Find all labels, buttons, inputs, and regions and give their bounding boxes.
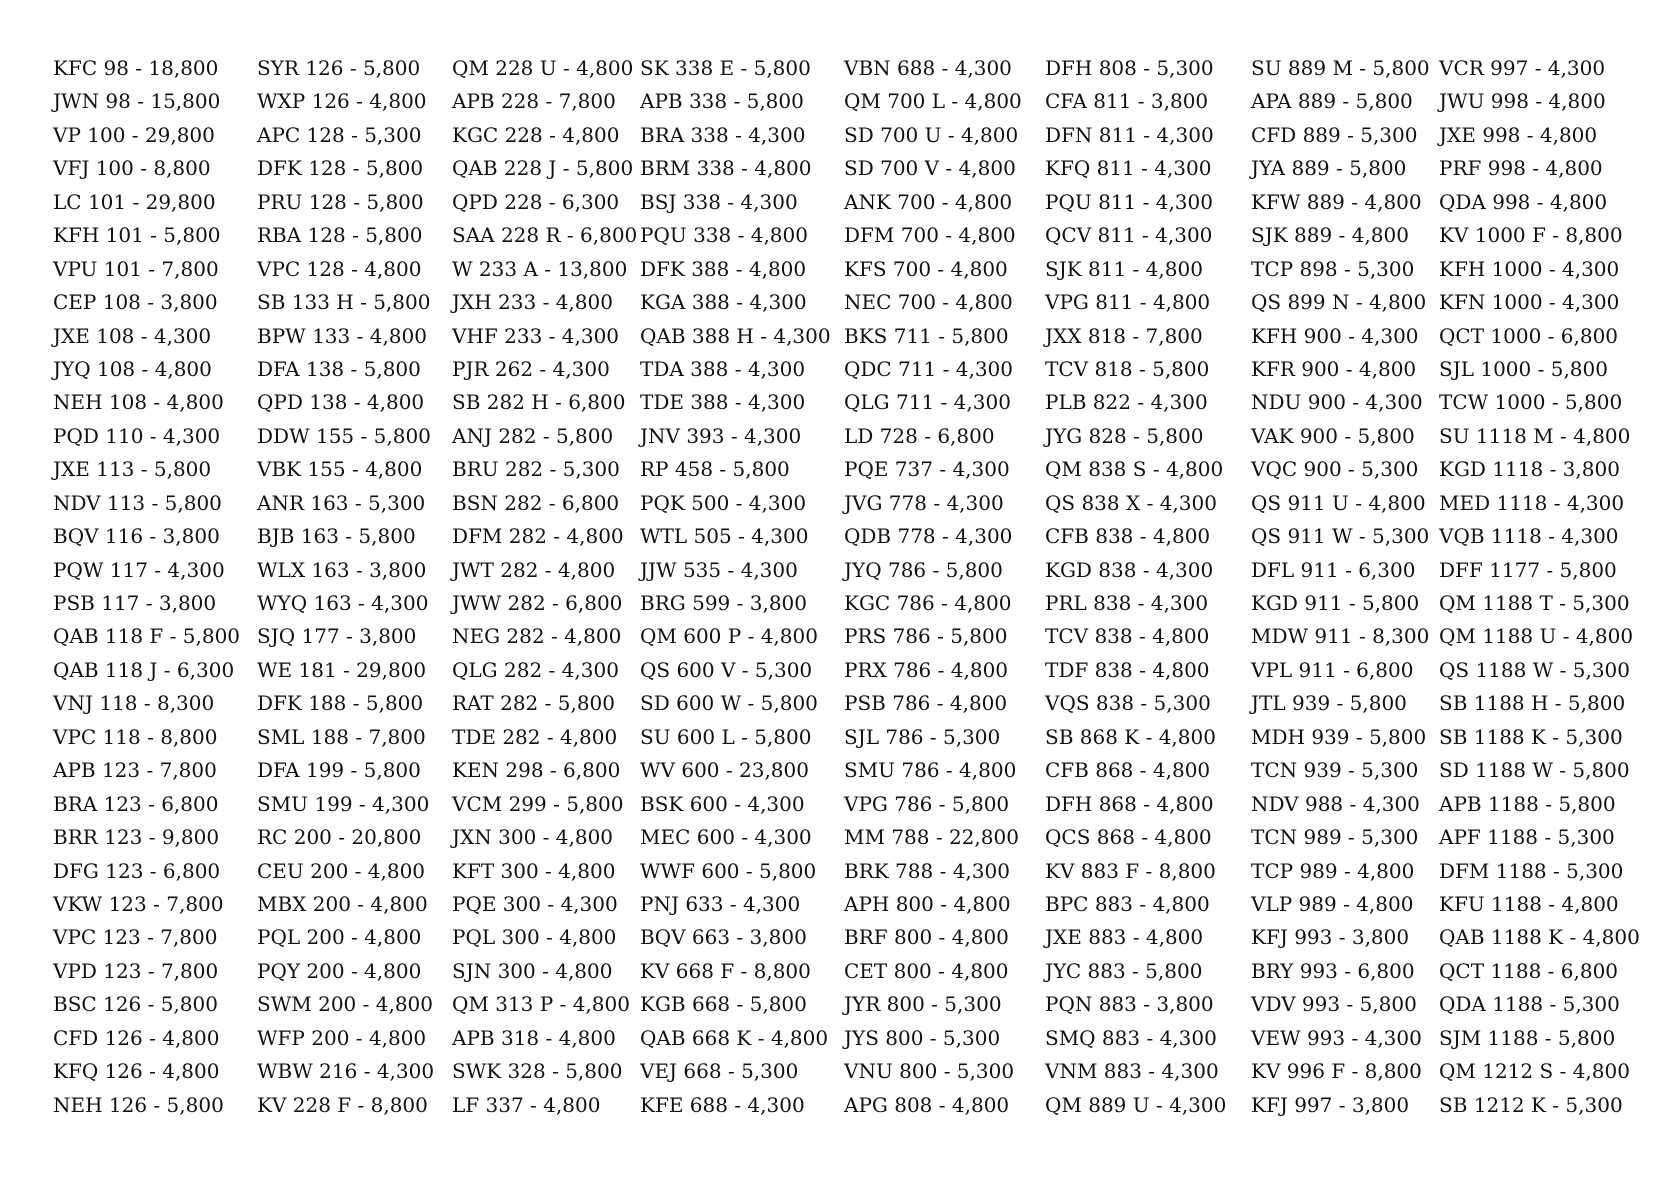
price-entry: MDW 911 - 8,300 — [1251, 624, 1430, 649]
price-entry: SJL 786 - 5,300 — [844, 724, 1001, 749]
price-entry: QDA 998 - 4,800 — [1439, 189, 1608, 214]
price-entry: SU 1118 M - 4,800 — [1439, 423, 1631, 448]
price-entry: JYA 889 - 5,800 — [1251, 156, 1407, 181]
price-entry: KGA 388 - 4,300 — [640, 290, 807, 315]
price-entry: QM 600 P - 4,800 — [640, 624, 818, 649]
price-entry: JYR 800 - 5,300 — [844, 992, 1002, 1017]
price-entry: APB 228 - 7,800 — [452, 89, 616, 114]
price-entry: PLB 822 - 4,300 — [1045, 390, 1208, 415]
price-entry: QS 899 N - 4,800 — [1251, 290, 1427, 315]
price-entry: RAT 282 - 5,800 — [452, 691, 616, 716]
price-entry: QS 838 X - 4,300 — [1045, 490, 1217, 515]
price-entry: APF 1188 - 5,300 — [1439, 825, 1615, 850]
price-entry: KFU 1188 - 4,800 — [1439, 891, 1619, 916]
price-entry: VLP 989 - 4,800 — [1251, 891, 1414, 916]
price-entry: VPC 128 - 4,800 — [257, 256, 422, 281]
price-entry: KV 883 F - 8,800 — [1045, 858, 1216, 883]
price-column-6 — [1045, 52, 1226, 1122]
price-entry: ANR 163 - 5,300 — [257, 490, 426, 515]
price-entry: PJR 262 - 4,300 — [452, 356, 610, 381]
price-entry: APB 123 - 7,800 — [53, 758, 217, 783]
price-entry: VNM 883 - 4,300 — [1045, 1059, 1219, 1084]
price-entry: QM 838 S - 4,800 — [1045, 457, 1224, 482]
price-entry: CEU 200 - 4,800 — [257, 858, 426, 883]
price-entry: TDE 388 - 4,300 — [640, 390, 806, 415]
price-entry: CFB 868 - 4,800 — [1045, 758, 1211, 783]
price-entry: PQU 811 - 4,300 — [1045, 189, 1213, 214]
price-entry: NEC 700 - 4,800 — [844, 290, 1013, 315]
price-entry: KV 996 F - 8,800 — [1251, 1059, 1422, 1084]
price-column-2 — [257, 52, 434, 1122]
price-entry: MED 1118 - 4,300 — [1439, 490, 1625, 515]
price-entry: CFD 889 - 5,300 — [1251, 122, 1418, 147]
price-entry: PQK 500 - 4,300 — [640, 490, 807, 515]
price-entry: DFG 123 - 6,800 — [53, 858, 221, 883]
price-column-8 — [1439, 52, 1640, 1122]
price-entry: KFN 1000 - 4,300 — [1439, 290, 1620, 315]
price-entry: SB 1212 K - 5,300 — [1439, 1092, 1623, 1117]
price-entry: PQE 737 - 4,300 — [844, 457, 1010, 482]
price-entry: PRS 786 - 5,800 — [844, 624, 1008, 649]
price-entry: BQV 116 - 3,800 — [53, 524, 220, 549]
price-entry: TCW 1000 - 5,800 — [1439, 390, 1623, 415]
price-entry: DFM 700 - 4,800 — [844, 223, 1016, 248]
price-entry: QCT 1000 - 6,800 — [1439, 323, 1619, 348]
price-entry: JWT 282 - 4,800 — [452, 557, 616, 582]
price-entry: BRR 123 - 9,800 — [53, 825, 220, 850]
price-entry: SD 700 U - 4,800 — [844, 122, 1019, 147]
price-entry: SD 600 W - 5,800 — [640, 691, 818, 716]
price-entry: BRA 123 - 6,800 — [53, 791, 219, 816]
price-entry: MM 788 - 22,800 — [844, 825, 1019, 850]
price-entry: QS 911 W - 5,300 — [1251, 524, 1430, 549]
price-entry: LD 728 - 6,800 — [844, 423, 995, 448]
price-entry: KV 668 F - 8,800 — [640, 958, 811, 983]
price-entry: BSN 282 - 6,800 — [452, 490, 620, 515]
price-entry: JYQ 108 - 4,800 — [53, 356, 212, 381]
price-entry: CET 800 - 4,800 — [844, 958, 1009, 983]
price-entry: SJM 1188 - 5,800 — [1439, 1025, 1616, 1050]
price-entry: PSB 117 - 3,800 — [53, 591, 217, 615]
price-entry: QM 228 U - 4,800 — [452, 56, 634, 80]
price-entry: QAB 228 J - 5,800 — [452, 156, 634, 181]
price-entry: DFM 1188 - 5,300 — [1439, 858, 1624, 883]
price-entry: JXN 300 - 4,800 — [452, 825, 614, 850]
price-entry: PQL 300 - 4,800 — [452, 925, 617, 950]
price-entry: WLX 163 - 3,800 — [257, 557, 427, 582]
price-entry: WBW 216 - 4,300 — [257, 1059, 435, 1084]
price-entry: QPD 228 - 6,300 — [452, 189, 620, 214]
price-entry: WXP 126 - 4,800 — [257, 89, 427, 114]
price-entry: W 233 A - 13,800 — [452, 256, 628, 281]
price-entry: SMQ 883 - 4,300 — [1045, 1025, 1217, 1050]
price-entry: JYS 800 - 5,300 — [844, 1025, 1001, 1050]
price-entry: KEN 298 - 6,800 — [452, 758, 621, 783]
price-entry: SB 282 H - 6,800 — [452, 390, 626, 415]
price-entry: VPC 118 - 8,800 — [53, 724, 218, 749]
price-entry: QM 1212 S - 4,800 — [1439, 1059, 1630, 1084]
price-entry: SK 338 E - 5,800 — [640, 56, 811, 80]
price-entry: BRG 599 - 3,800 — [640, 591, 807, 615]
price-entry: JYQ 786 - 5,800 — [844, 557, 1003, 582]
price-entry: WV 600 - 23,800 — [640, 758, 809, 783]
price-entry: WTL 505 - 4,300 — [640, 524, 809, 549]
price-entry: KGC 228 - 4,800 — [452, 122, 620, 147]
price-entry: SJK 889 - 4,800 — [1251, 223, 1409, 248]
price-entry: QCS 868 - 4,800 — [1045, 825, 1212, 850]
price-entry: VCR 997 - 4,300 — [1439, 56, 1606, 80]
price-entry: VP 100 - 29,800 — [53, 122, 215, 147]
price-column-1 — [53, 52, 240, 1122]
price-entry: QM 700 L - 4,800 — [844, 89, 1022, 114]
price-entry: JJW 535 - 4,300 — [640, 557, 798, 582]
price-entry: TDE 282 - 4,800 — [452, 724, 618, 749]
price-entry: SWK 328 - 5,800 — [452, 1059, 623, 1084]
price-entry: VPD 123 - 7,800 — [53, 958, 219, 983]
price-entry: RBA 128 - 5,800 — [257, 223, 423, 248]
price-entry: SJL 1000 - 5,800 — [1439, 356, 1608, 381]
price-entry: KGD 1118 - 3,800 — [1439, 457, 1620, 482]
price-entry: QAB 118 F - 5,800 — [53, 624, 241, 649]
price-entry: KFJ 997 - 3,800 — [1251, 1092, 1410, 1117]
price-entry: JVG 778 - 4,300 — [844, 490, 1004, 515]
price-entry: CEP 108 - 3,800 — [53, 290, 218, 315]
price-entry: VBN 688 - 4,300 — [844, 56, 1012, 80]
price-entry: KV 1000 F - 8,800 — [1439, 223, 1623, 248]
price-entry: JXH 233 - 4,800 — [452, 290, 613, 315]
price-entry: VPG 786 - 5,800 — [844, 791, 1010, 816]
price-entry: PQD 110 - 4,300 — [53, 423, 221, 448]
price-entry: SJQ 177 - 3,800 — [257, 624, 417, 649]
price-entry: APB 1188 - 5,800 — [1439, 791, 1616, 816]
price-entry: MBX 200 - 4,800 — [257, 891, 428, 916]
price-entry: TDA 388 - 4,300 — [640, 356, 806, 381]
price-entry: VPL 911 - 6,800 — [1251, 657, 1414, 682]
price-entry: LC 101 - 29,800 — [53, 189, 216, 214]
price-entry: QM 313 P - 4,800 — [452, 992, 630, 1017]
price-entry: DFK 188 - 5,800 — [257, 691, 424, 716]
price-entry: DFH 808 - 5,300 — [1045, 56, 1214, 80]
price-entry: KGD 838 - 4,300 — [1045, 557, 1214, 582]
price-entry: DFN 811 - 4,300 — [1045, 122, 1214, 147]
price-entry: QM 1188 T - 5,300 — [1439, 591, 1630, 615]
price-entry: TCN 989 - 5,300 — [1251, 825, 1419, 850]
price-entry: SAA 228 R - 6,800 — [452, 223, 638, 248]
price-entry: JWW 282 - 6,800 — [452, 591, 623, 615]
price-entry: PQL 200 - 4,800 — [257, 925, 422, 950]
price-column-3 — [452, 52, 637, 1122]
price-entry: JXE 108 - 4,300 — [53, 323, 212, 348]
price-entry: SU 889 M - 5,800 — [1251, 56, 1430, 80]
price-entry: KGD 911 - 5,800 — [1251, 591, 1420, 615]
price-entry: SML 188 - 7,800 — [257, 724, 426, 749]
price-column-5 — [844, 52, 1022, 1122]
price-entry: JXE 113 - 5,800 — [53, 457, 212, 482]
price-entry: TCP 898 - 5,300 — [1251, 256, 1415, 281]
price-entry: PQN 883 - 3,800 — [1045, 992, 1214, 1017]
price-entry: KFR 900 - 4,800 — [1251, 356, 1417, 381]
price-entry: LF 337 - 4,800 — [452, 1092, 601, 1117]
price-entry: BRY 993 - 6,800 — [1251, 958, 1415, 983]
price-entry: KFW 889 - 4,800 — [1251, 189, 1422, 214]
price-entry: QS 600 V - 5,300 — [640, 657, 813, 682]
price-entry: VHF 233 - 4,300 — [452, 323, 620, 348]
price-entry: NEH 108 - 4,800 — [53, 390, 224, 415]
price-entry: BKS 711 - 5,800 — [844, 323, 1009, 348]
price-entry: APB 338 - 5,800 — [640, 89, 804, 114]
price-entry: QPD 138 - 4,800 — [257, 390, 425, 415]
price-entry: DFK 388 - 4,800 — [640, 256, 807, 281]
price-entry: BSK 600 - 4,300 — [640, 791, 805, 816]
price-entry: DFK 128 - 5,800 — [257, 156, 424, 181]
price-entry: ANJ 282 - 5,800 — [452, 423, 614, 448]
price-entry: KFS 700 - 4,800 — [844, 256, 1008, 281]
price-entry: WWF 600 - 5,800 — [640, 858, 817, 883]
price-entry: TCV 818 - 5,800 — [1045, 356, 1210, 381]
price-entry: SB 1188 K - 5,300 — [1439, 724, 1623, 749]
price-entry: APC 128 - 5,300 — [257, 122, 422, 147]
price-entry: SD 1188 W - 5,800 — [1439, 758, 1630, 783]
price-entry: VQC 900 - 5,300 — [1251, 457, 1419, 482]
price-entry: VEW 993 - 4,300 — [1251, 1025, 1422, 1050]
price-entry: BQV 663 - 3,800 — [640, 925, 807, 950]
price-entry: BJB 163 - 5,800 — [257, 524, 416, 549]
price-entry: NDU 900 - 4,300 — [1251, 390, 1423, 415]
price-entry: NDV 988 - 4,300 — [1251, 791, 1420, 816]
price-entry: PQW 117 - 4,300 — [53, 557, 225, 582]
price-entry: SJN 300 - 4,800 — [452, 958, 613, 983]
price-entry: SD 700 V - 4,800 — [844, 156, 1016, 181]
price-entry: QLG 711 - 4,300 — [844, 390, 1011, 415]
price-entry: VCM 299 - 5,800 — [452, 791, 624, 816]
price-entry: DFF 1177 - 5,800 — [1439, 557, 1617, 582]
price-entry: SWM 200 - 4,800 — [257, 992, 433, 1017]
price-entry: KFH 900 - 4,300 — [1251, 323, 1419, 348]
price-entry: KFE 688 - 4,300 — [640, 1092, 805, 1117]
price-entry: DFA 138 - 5,800 — [257, 356, 421, 381]
price-entry: TDF 838 - 4,800 — [1045, 657, 1210, 682]
price-entry: VKW 123 - 7,800 — [53, 891, 224, 916]
price-entry: JXX 818 - 7,800 — [1045, 323, 1203, 348]
price-entry: PRU 128 - 5,800 — [257, 189, 424, 214]
price-entry: ANK 700 - 4,800 — [844, 189, 1013, 214]
price-entry: VNU 800 - 5,300 — [844, 1059, 1015, 1084]
price-entry: APH 800 - 4,800 — [844, 891, 1011, 916]
price-entry: QAB 118 J - 6,300 — [53, 657, 235, 682]
price-entry: BPW 133 - 4,800 — [257, 323, 427, 348]
price-entry: VPU 101 - 7,800 — [53, 256, 219, 281]
price-entry: KFQ 126 - 4,800 — [53, 1059, 220, 1084]
price-entry: SB 1188 H - 5,800 — [1439, 691, 1626, 716]
price-entry: APA 889 - 5,800 — [1251, 89, 1413, 114]
price-entry: QAB 1188 K - 4,800 — [1439, 925, 1640, 950]
price-entry: SMU 199 - 4,300 — [257, 791, 430, 816]
price-column-7 — [1251, 52, 1430, 1122]
price-entry: KGB 668 - 5,800 — [640, 992, 807, 1017]
price-entry: SJK 811 - 4,800 — [1045, 256, 1203, 281]
price-entry: WE 181 - 29,800 — [257, 657, 427, 682]
price-entry: QM 889 U - 4,300 — [1045, 1092, 1227, 1117]
price-entry: PNJ 633 - 4,300 — [640, 891, 801, 916]
price-entry: BRF 800 - 4,800 — [844, 925, 1009, 950]
price-entry: QCT 1188 - 6,800 — [1439, 958, 1619, 983]
price-entry: SMU 786 - 4,800 — [844, 758, 1017, 783]
price-entry: VPG 811 - 4,800 — [1045, 290, 1211, 315]
price-entry: KFC 98 - 18,800 — [53, 56, 219, 80]
price-entry: BRA 338 - 4,300 — [640, 122, 806, 147]
price-entry: JNV 393 - 4,300 — [640, 423, 802, 448]
price-entry: CFD 126 - 4,800 — [53, 1025, 220, 1050]
price-entry: VQS 838 - 5,300 — [1045, 691, 1211, 716]
price-entry: CFB 838 - 4,800 — [1045, 524, 1211, 549]
price-entry: PRX 786 - 4,800 — [844, 657, 1009, 682]
price-entry: TCP 989 - 4,800 — [1251, 858, 1415, 883]
price-entry: VNJ 118 - 8,300 — [53, 691, 215, 716]
price-entry: VQB 1118 - 4,300 — [1439, 524, 1619, 549]
price-entry: BRU 282 - 5,300 — [452, 457, 620, 482]
price-entry: DDW 155 - 5,800 — [257, 423, 431, 448]
price-entry: WFP 200 - 4,800 — [257, 1025, 427, 1050]
price-entry: DFM 282 - 4,800 — [452, 524, 624, 549]
price-entry: NDV 113 - 5,800 — [53, 490, 222, 515]
price-entry: JXE 883 - 4,800 — [1045, 925, 1204, 950]
price-entry: QCV 811 - 4,300 — [1045, 223, 1213, 248]
price-entry: BPC 883 - 4,800 — [1045, 891, 1210, 916]
price-entry: VFJ 100 - 8,800 — [53, 156, 211, 181]
price-entry: BRM 338 - 4,800 — [640, 156, 812, 181]
price-entry: VDV 993 - 5,800 — [1251, 992, 1417, 1017]
price-entry: TCN 939 - 5,300 — [1251, 758, 1419, 783]
price-entry: SB 868 K - 4,800 — [1045, 724, 1216, 749]
price-entry: QDC 711 - 4,300 — [844, 356, 1013, 381]
price-entry: JXE 998 - 4,800 — [1439, 122, 1598, 147]
price-entry: SYR 126 - 5,800 — [257, 56, 421, 80]
price-entry: JYG 828 - 5,800 — [1045, 423, 1204, 448]
price-entry: QS 1188 W - 5,300 — [1439, 657, 1630, 682]
price-entry: KFJ 993 - 3,800 — [1251, 925, 1410, 950]
price-entry: QAB 388 H - 4,300 — [640, 323, 831, 348]
price-list-page — [53, 52, 1648, 1132]
price-entry: VPC 123 - 7,800 — [53, 925, 218, 950]
price-entry: RC 200 - 20,800 — [257, 825, 422, 850]
price-entry: JTL 939 - 5,800 — [1251, 691, 1407, 716]
price-entry: PRF 998 - 4,800 — [1439, 156, 1603, 181]
price-entry: QM 1188 U - 4,800 — [1439, 624, 1634, 649]
price-entry: PQE 300 - 4,300 — [452, 891, 618, 916]
price-entry: PSB 786 - 4,800 — [844, 691, 1008, 716]
price-entry: QAB 668 K - 4,800 — [640, 1025, 829, 1050]
price-entry: NEG 282 - 4,800 — [452, 624, 622, 649]
price-entry: BSJ 338 - 4,300 — [640, 189, 798, 214]
price-entry: BRK 788 - 4,300 — [844, 858, 1010, 883]
price-entry: VEJ 668 - 5,300 — [640, 1059, 799, 1084]
price-entry: APB 318 - 4,800 — [452, 1025, 616, 1050]
price-entry: QLG 282 - 4,300 — [452, 657, 619, 682]
price-entry: DFA 199 - 5,800 — [257, 758, 421, 783]
price-entry: TCV 838 - 4,800 — [1045, 624, 1210, 649]
price-entry: MEC 600 - 4,300 — [640, 825, 812, 850]
price-entry: BSC 126 - 5,800 — [53, 992, 218, 1017]
price-entry: JWU 998 - 4,800 — [1439, 89, 1606, 114]
price-entry: SB 133 H - 5,800 — [257, 290, 431, 315]
price-entry: KFQ 811 - 4,300 — [1045, 156, 1212, 181]
price-entry: PRL 838 - 4,300 — [1045, 591, 1209, 615]
price-entry: CFA 811 - 3,800 — [1045, 89, 1209, 114]
price-entry: QS 911 U - 4,800 — [1251, 490, 1426, 515]
price-entry: KV 228 F - 8,800 — [257, 1092, 428, 1117]
price-entry: JWN 98 - 15,800 — [53, 89, 221, 114]
price-column-4 — [640, 52, 831, 1122]
price-entry: DFL 911 - 6,300 — [1251, 557, 1416, 582]
price-entry: MDH 939 - 5,800 — [1251, 724, 1427, 749]
price-entry: SU 600 L - 5,800 — [640, 724, 812, 749]
price-entry: RP 458 - 5,800 — [640, 457, 790, 482]
price-entry: KFT 300 - 4,800 — [452, 858, 616, 883]
price-entry: QDA 1188 - 5,300 — [1439, 992, 1620, 1017]
price-entry: PQU 338 - 4,800 — [640, 223, 808, 248]
price-entry: NEH 126 - 5,800 — [53, 1092, 224, 1117]
price-entry: JYC 883 - 5,800 — [1045, 958, 1203, 983]
price-entry: QDB 778 - 4,300 — [844, 524, 1013, 549]
price-entry: WYQ 163 - 4,300 — [257, 591, 429, 615]
price-entry: PQY 200 - 4,800 — [257, 958, 422, 983]
price-entry: VAK 900 - 5,800 — [1251, 423, 1415, 448]
price-entry: KFH 1000 - 4,300 — [1439, 256, 1620, 281]
price-entry: KFH 101 - 5,800 — [53, 223, 221, 248]
price-entry: VBK 155 - 4,800 — [257, 457, 423, 482]
price-entry: APG 808 - 4,800 — [844, 1092, 1010, 1117]
price-entry: DFH 868 - 4,800 — [1045, 791, 1214, 816]
price-entry: KGC 786 - 4,800 — [844, 591, 1012, 615]
